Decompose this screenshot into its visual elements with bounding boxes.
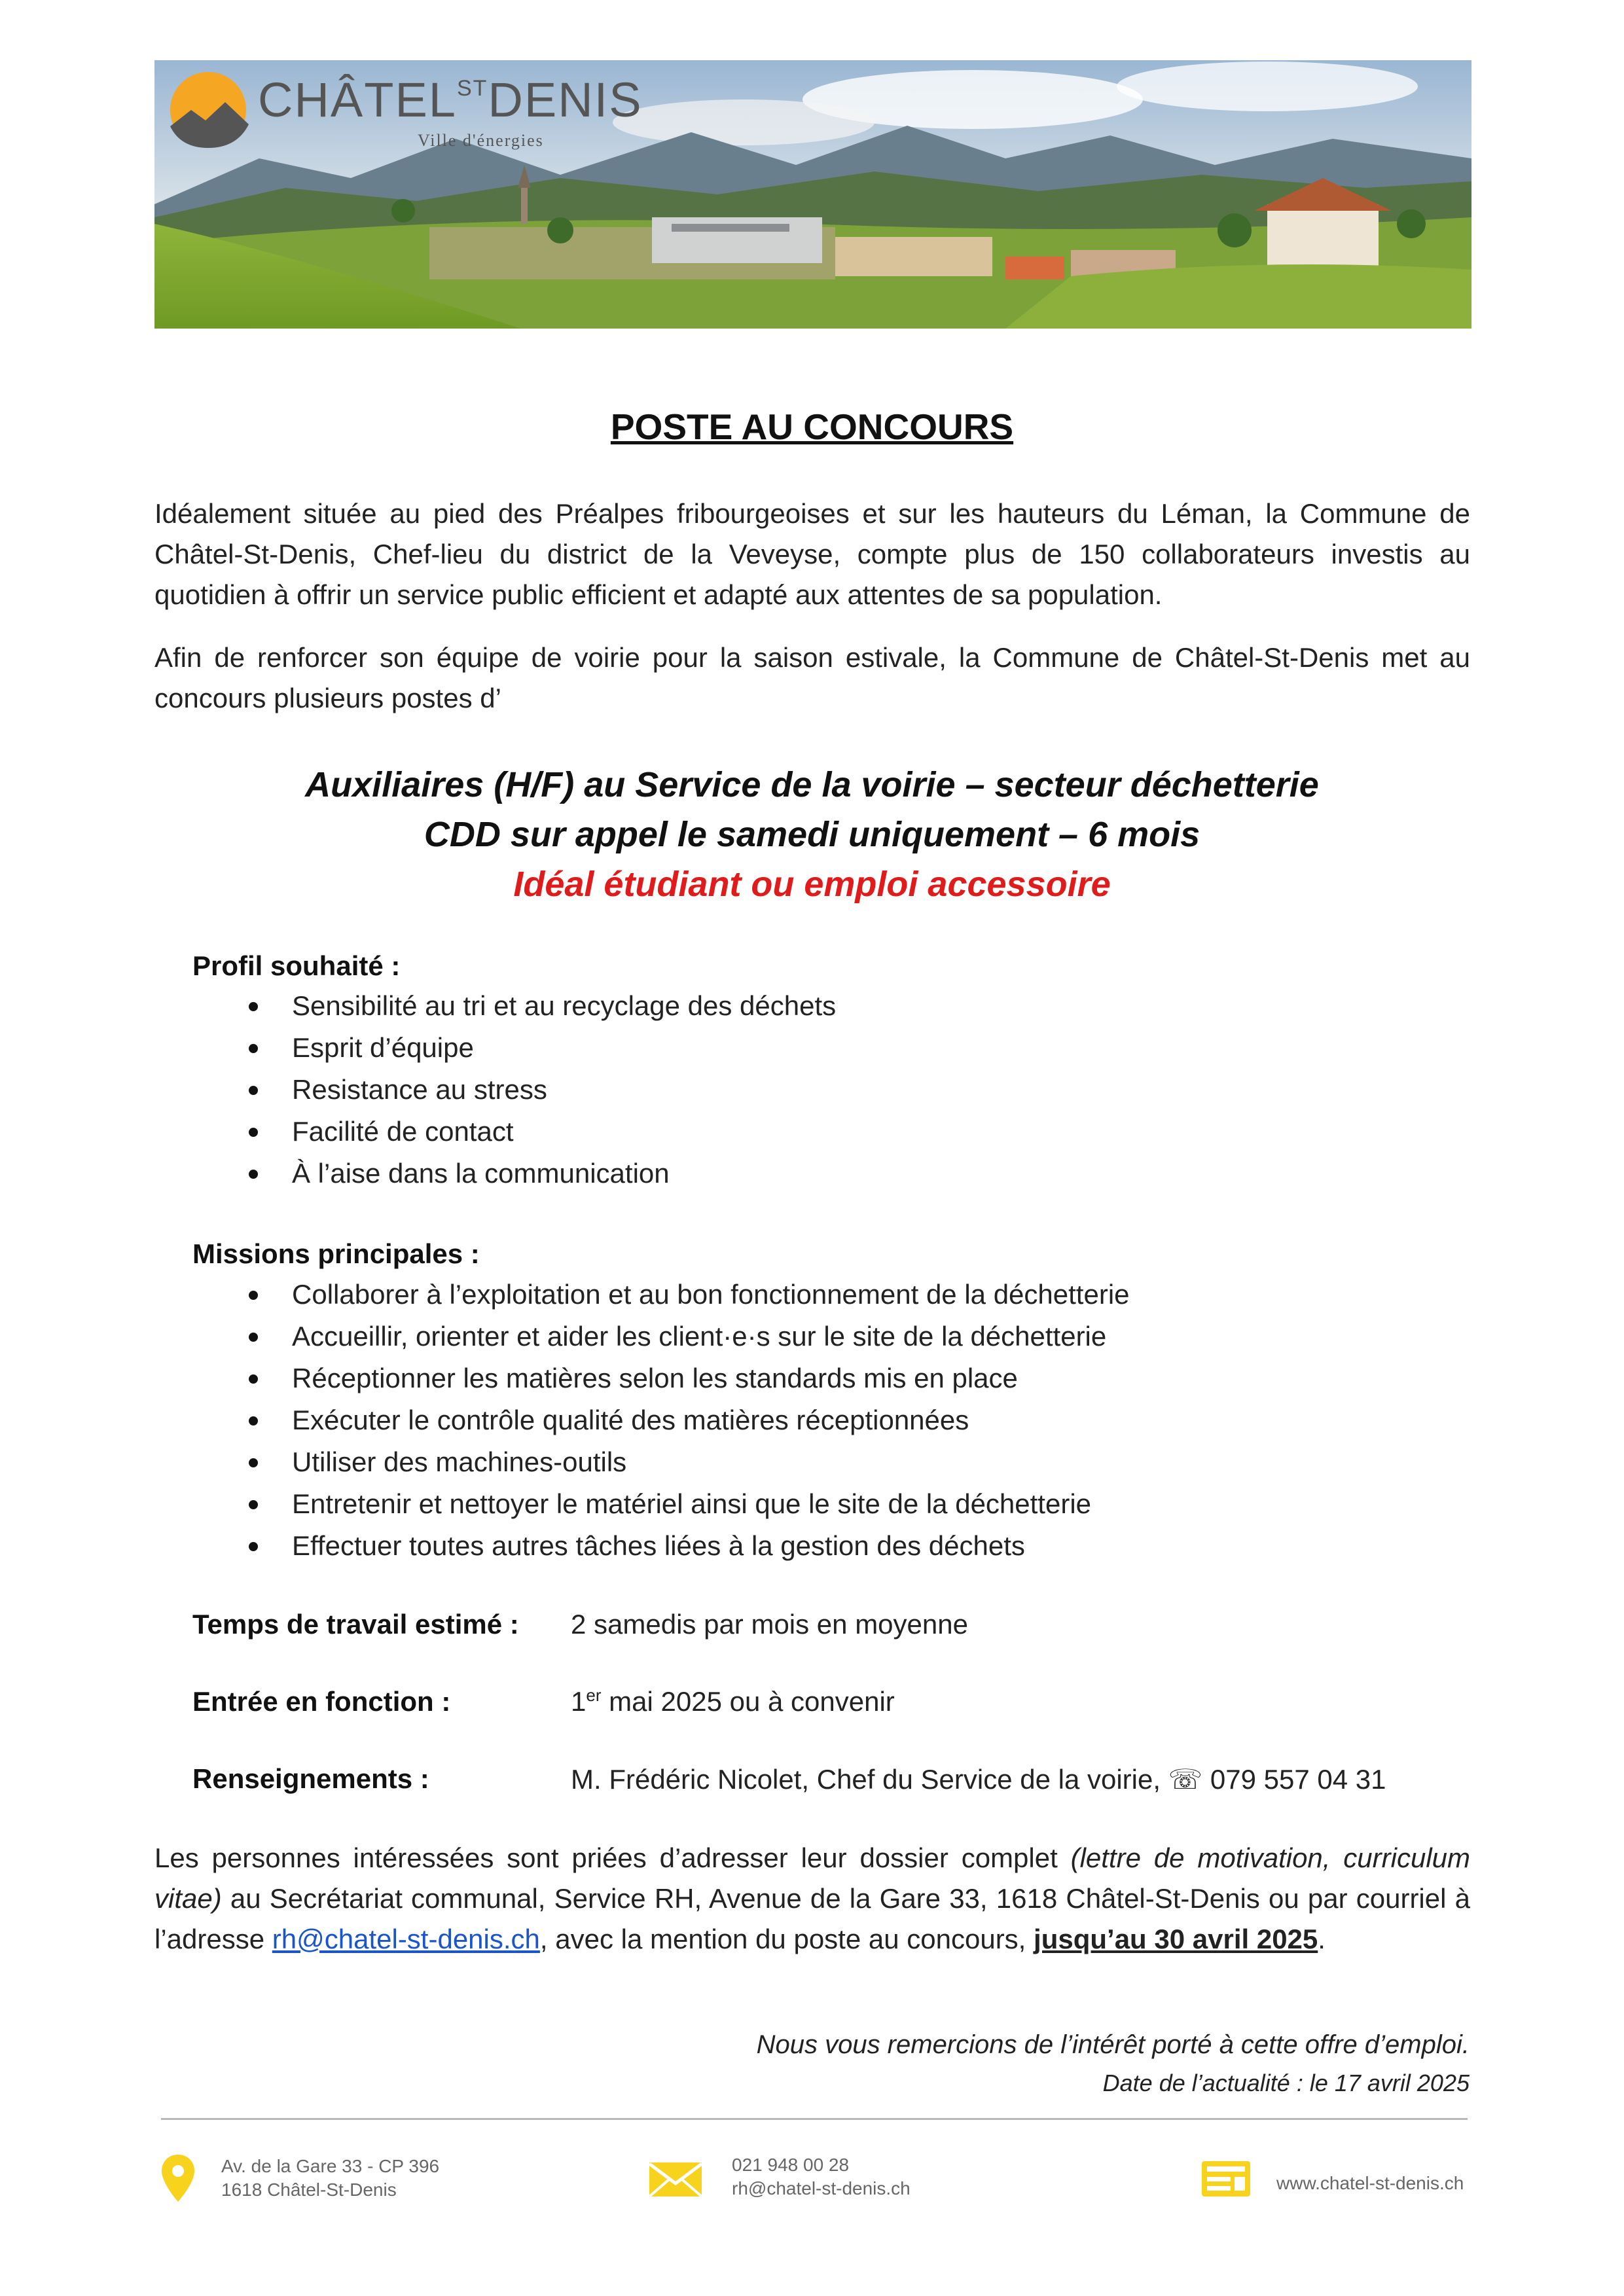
- publication-date: Date de l’actualité : le 17 avril 2025: [1102, 2070, 1470, 2096]
- list-item: Sensibilité au tri et au recyclage des déchets: [249, 985, 836, 1027]
- email-link[interactable]: rh@chatel-st-denis.ch: [272, 1924, 540, 1954]
- start-date-label: Entrée en fonction :: [192, 1686, 451, 1717]
- missions-heading: Missions principales :: [192, 1238, 480, 1269]
- list-item: Utiliser des machines-outils: [249, 1441, 1130, 1483]
- deadline: jusqu’au 30 avril 2025: [1034, 1924, 1318, 1954]
- page-title: POSTE AU CONCOURS: [610, 406, 1014, 447]
- website-icon: [1200, 2160, 1252, 2198]
- contact-info-label: Renseignements :: [192, 1763, 429, 1794]
- list-item: Exécuter le contrôle qualité des matières réceptionnées: [249, 1399, 1130, 1441]
- profile-list: [249, 985, 836, 1194]
- list-item: Facilité de contact: [249, 1111, 836, 1153]
- logo-tagline: Ville d'énergies: [418, 131, 544, 150]
- list-item: À l’aise dans la communication: [249, 1153, 836, 1194]
- envelope-icon: [648, 2161, 703, 2198]
- bullet-icon: [249, 1416, 258, 1426]
- bullet-icon: [249, 1291, 258, 1300]
- list-item: Réceptionner les matières selon les standards mis en place: [249, 1357, 1130, 1399]
- intro-paragraph-2: Afin de renforcer son équipe de voirie pour la saison estivale, la Commune de Châtel-St-Denis met au concours plusieurs postes d’: [154, 642, 1470, 713]
- footer-contact: [732, 2153, 911, 2200]
- bullet-icon: [249, 1170, 258, 1179]
- location-pin-icon: [160, 2153, 196, 2203]
- bullet-icon: [249, 1086, 258, 1095]
- bullet-icon: [249, 1542, 258, 1551]
- header-banner: [154, 60, 1471, 329]
- footer-phone: 021 948 00 28: [732, 2155, 850, 2175]
- bullet-icon: [249, 1002, 258, 1011]
- logo-sun-mountain-icon: [165, 64, 257, 156]
- footer-divider: [161, 2118, 1468, 2120]
- worktime-label: Temps de travail estimé :: [192, 1609, 519, 1640]
- list-item: Resistance au stress: [249, 1069, 836, 1111]
- footer-address: Av. de la Gare 33 - CP 396 1618 Châtel-St-Denis: [221, 2156, 440, 2200]
- bullet-icon: [249, 1374, 258, 1384]
- bullet-icon: [249, 1044, 258, 1053]
- chatel-logo: [161, 60, 643, 191]
- profile-heading: Profil souhaité :: [192, 950, 401, 981]
- worktime-value: 2 samedis par mois en moyenne: [571, 1609, 968, 1640]
- start-date-value: 1er mai 2025 ou à convenir: [571, 1685, 895, 1717]
- list-item: Collaborer à l’exploitation et au bon fonctionnement de la déchetterie: [249, 1274, 1130, 1316]
- list-item: Effectuer toutes autres tâches liées à la gestion des déchets: [249, 1525, 1130, 1567]
- thanks-note: Nous vous remercions de l’intérêt porté à cette offre d’emploi.: [756, 2030, 1470, 2059]
- contact-info-value: M. Frédéric Nicolet, Chef du Service de la voirie, ☏ 079 557 04 31: [571, 1764, 1386, 1795]
- intro-paragraph: Idéalement située au pied des Préalpes fribourgeoises et sur les hauteurs du Léman, la Commune de Châtel-St-Denis, Chef-lieu du district de la Veveyse, compte plus de 150 collaborateurs investis au quotidien à offrir un service public efficient et adapté aux attentes de sa population.: [154, 498, 1470, 610]
- footer-website[interactable]: www.chatel-st-denis.ch: [1276, 2173, 1464, 2193]
- bullet-icon: [249, 1128, 258, 1137]
- missions-list: [249, 1274, 1130, 1567]
- job-contract: CDD sur appel le samedi uniquement – 6 mois: [424, 815, 1200, 854]
- list-item: Esprit d’équipe: [249, 1027, 836, 1069]
- job-title: Auxiliaires (H/F) au Service de la voirie – secteur déchetterie: [305, 765, 1319, 804]
- bullet-icon: [249, 1458, 258, 1467]
- list-item: Accueillir, orienter et aider les client·e·s sur le site de la déchetterie: [249, 1316, 1130, 1357]
- job-highlight: Idéal étudiant ou emploi accessoire: [513, 865, 1111, 904]
- application-paragraph: Les personnes intéressées sont priées d’adresser leur dossier complet (lettre de motivation, curriculum vitae) au Secrétariat communal, Service RH, Avenue de la Gare 33, 1618 Châtel-St-Denis ou par courriel à l’adresse rh@chatel-st-denis.ch, avec la mention du poste au concours, jusqu’au 30 avril 2025.: [154, 1842, 1471, 1954]
- logo-title: $CHÂTEL^{ST}DENIS$: [258, 73, 643, 127]
- bullet-icon: [249, 1333, 258, 1342]
- bullet-icon: [249, 1500, 258, 1509]
- footer-email[interactable]: rh@chatel-st-denis.ch: [732, 2178, 911, 2198]
- list-item: Entretenir et nettoyer le matériel ainsi que le site de la déchetterie: [249, 1483, 1130, 1525]
